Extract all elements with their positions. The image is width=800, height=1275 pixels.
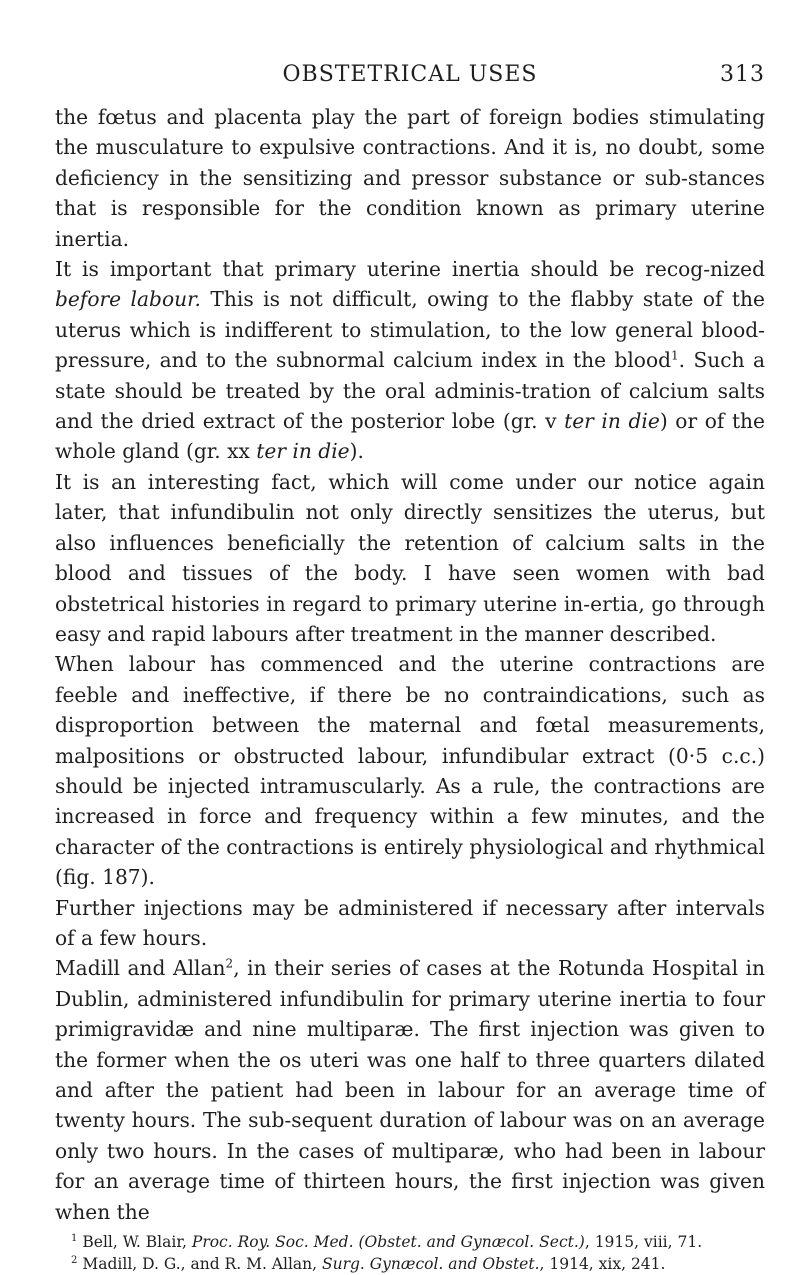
footnote-mark: 2: [71, 1254, 78, 1266]
paragraph-5: [55, 893, 765, 954]
footnote-text: Madill, D. G., and R. M. Allan,: [82, 1255, 322, 1274]
paragraph-text: It is important that primary uterine inertia should be recog-nized: [55, 257, 765, 282]
paragraph-3: [55, 467, 765, 649]
footnote-journal: Surg. Gynæcol. and Obstet.: [321, 1255, 540, 1274]
running-title: OBSTETRICAL USES: [282, 62, 538, 87]
paragraph-text: When labour has commenced and the uterine contractions are feeble and ineffective, if there be no contraindications, such as disproportion between the maternal and fœtal measurements, malpositions or obstructed labour, infundibular extract (0·5 c.c.) should be injected intramuscularly. As a rule, the contractions are increased in force and frequency within a few minutes, and the character of the contractions is entirely physiological and rhythmical (fig. 187).: [55, 652, 765, 890]
italic-phrase: before labour.: [55, 287, 201, 312]
paragraph-text: Madill and Allan: [55, 956, 226, 981]
paragraph-2: [55, 254, 765, 467]
paragraph-4: [55, 649, 765, 892]
footnote-journal: Proc. Roy. Soc. Med. (Obstet. and Gynæcol. Sect.): [191, 1233, 585, 1252]
footnote-1: [71, 1231, 765, 1253]
paragraph-text: Further injections may be administered if necessary after intervals of a few hours.: [55, 895, 765, 950]
paragraph-1: [55, 102, 765, 254]
footnote-ref-2: 2: [225, 956, 234, 971]
footnote-text: , 1914, xix, 241.: [539, 1255, 666, 1274]
paragraph-text: ).: [349, 439, 364, 464]
footnote-ref-1: 1: [671, 348, 679, 363]
page-number: 313: [720, 62, 765, 87]
paragraph-text: the fœtus and placenta play the part of foreign bodies stimulating the musculature to expulsive contractions. And it is, no doubt, some deficiency in the sensitizing and pressor substance or sub-stances that is responsible for the condition known as primary uterine inertia.: [55, 105, 765, 251]
paragraph-text: . Such a state should be treated by the oral adminis-tration of calcium salts and the dried extract of the posterior lobe (gr. v: [55, 348, 765, 434]
paragraph-text: This is not difficult, owing to the flabby state of the uterus which is indifferent to stimulation, to the low general blood-pressure, and to the subnormal calcium index in the blood: [55, 287, 765, 373]
footnote-mark: 1: [71, 1232, 78, 1244]
paragraph-text: It is an interesting fact, which will come under our notice again later, that infundibulin not only directly sensitizes the uterus, but also influences beneficially the retention of calcium salts in the blood and tissues of the body. I have seen women with bad obstetrical histories in regard to primary uterine in-ertia, go through easy and rapid labours after treatment in the manner described.: [55, 469, 765, 646]
footnote-text: Bell, W. Blair,: [82, 1233, 192, 1252]
paragraph-text: , in their series of cases at the Rotunda Hospital in Dublin, administered infundibulin for primary uterine inertia to four primigravidæ and nine multiparæ. The first injection was given to the former when the os uteri was one half to three quarters dilated and after the patient had been in labour for an average time of twenty hours. The sub-sequent duration of labour was on an average only two hours. In the cases of multiparæ, who had been in labour for an average time of thirteen hours, the first injection was given when the: [55, 956, 766, 1224]
book-page: [55, 58, 765, 1275]
running-head: [55, 58, 765, 94]
body-text: [55, 102, 765, 1227]
italic-phrase: ter in die: [256, 439, 350, 464]
paragraph-text: ) or of the whole gland (gr. xx: [55, 409, 766, 464]
italic-phrase: ter in die: [564, 409, 660, 434]
paragraph-6: [55, 953, 765, 1227]
footnote-2: [71, 1253, 765, 1275]
footnote-text: , 1915, viii, 71.: [584, 1233, 703, 1252]
footnotes: [55, 1231, 765, 1275]
